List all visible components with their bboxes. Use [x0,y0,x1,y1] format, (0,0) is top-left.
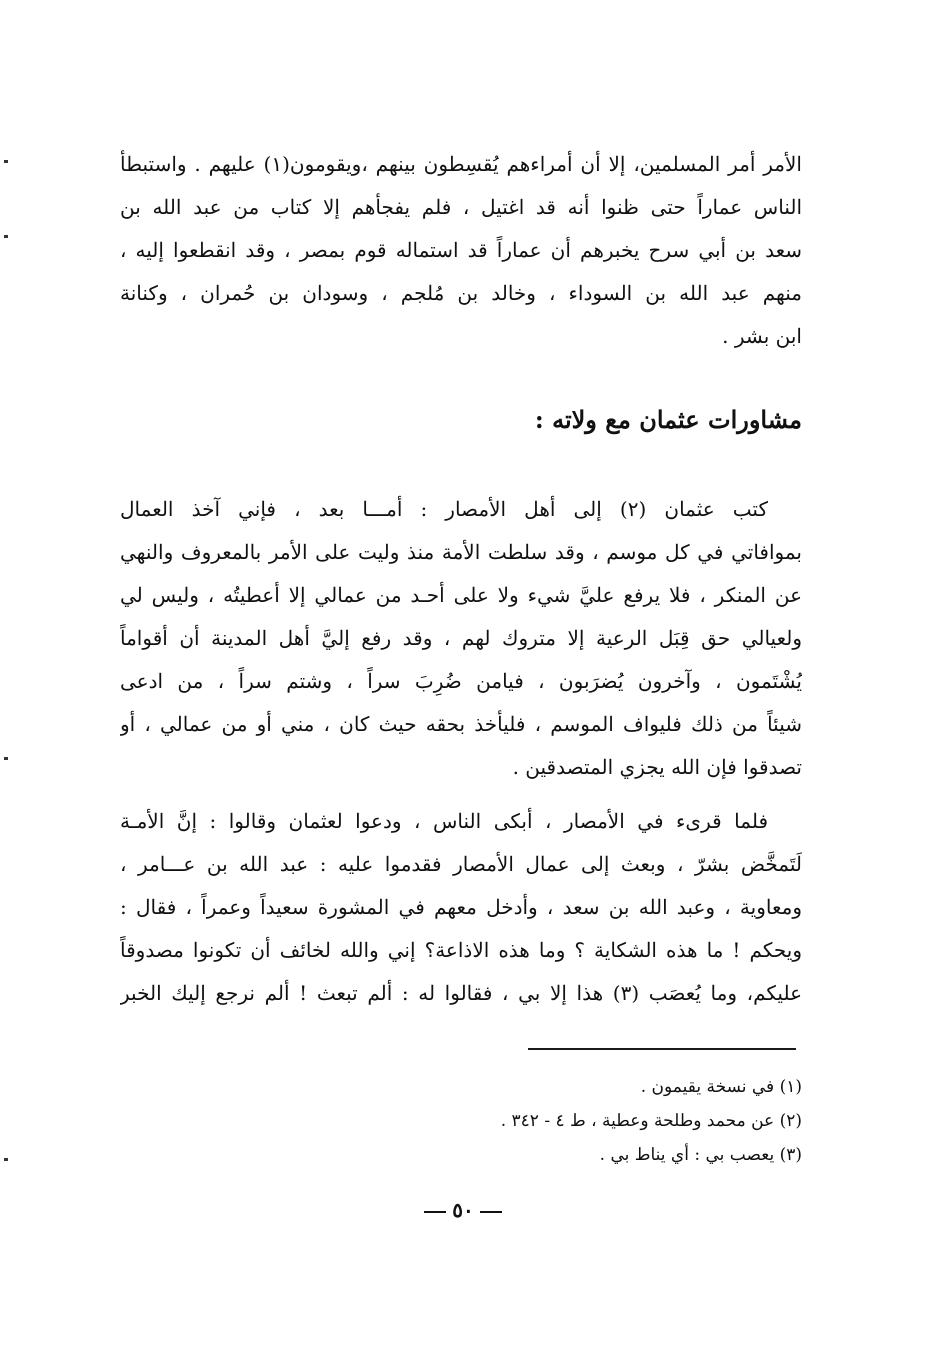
text-line: عليكم، وما يُعصَب (٣) هذا إلا بي ، فقالوا له : ألم تبعث ! ألم نرجع إليك الخبر [120,981,802,1005]
margin-mark [4,1158,8,1161]
text-line: ويحكم ! ما هذه الشكاية ؟ وما هذه الاذاعة؟ إني والله لخائف أن تكونوا مصدوقاً [120,938,802,962]
page-number: ٥٠ [452,1198,474,1222]
margin-mark [4,757,8,760]
footnote: (١) في نسخة يقيمون . [640,1077,802,1097]
text-line: الناس عماراً حتى ظنوا أنه قد اغتيل ، فلم يفجأهم إلا كتاب من عبد الله بن [120,195,802,219]
dash-decoration [480,1211,502,1213]
text-line: لَتَمخَّض بشرّ ، وبعث إلى عمال الأمصار فقدموا عليه : عبد الله بن عـــامر ، [120,852,802,876]
footnotes [501,1070,802,1172]
margin-mark [4,235,8,238]
text-line: شيئاً من ذلك فليواف الموسم ، فليأخذ بحقه حيث كان ، مني أو من عمالي ، أو [120,712,802,736]
text-line: بموافاتي في كل موسم ، وقد سلطت الأمة منذ وليت على الأمر بالمعروف والنهي [120,540,802,564]
text-line: الأمر أمر المسلمين، إلا أن أمراءهم يُقسِطون بينهم ،ويقومون(١) عليهم . واستبطأ [120,152,802,176]
text-line: سعد بن أبي سرح يخبرهم أن عماراً قد استماله قوم بمصر ، وقد انقطعوا إليه ، [120,238,802,262]
footnote-divider [528,1048,796,1050]
paragraph-1 [120,143,802,358]
paragraph-3 [120,800,802,1015]
footnote: (٢) عن محمد وطلحة وعطية ، ط ٤ - ٣٤٢ . [500,1111,802,1131]
footnote: (٣) يعصب بي : أي يناط بي . [599,1145,802,1165]
margin-mark [4,160,8,163]
section-heading: مشاورات عثمان مع ولاته : [534,405,802,434]
text-line: عن المنكر ، فلا يرفع عليَّ شيء ولا على أحـد من عمالي إلا أعطيتُه ، وليس لي [120,583,802,607]
dash-decoration [424,1211,446,1213]
page-number-wrap [0,1198,926,1222]
text-line: ولعيالي حق قِبَل الرعية إلا متروك لهم ، وقد رفع إليَّ أهل المدينة أن أقواماً [120,626,802,650]
text-line: كتب عثمان (٢) إلى أهل الأمصار : أمـــا بعد ، فإني آخذ العمال [120,497,768,521]
text-line: تصدقوا فإن الله يجزي المتصدقين . [512,755,802,779]
text-line: منهم عبد الله بن السوداء ، وخالد بن مُلجم ، وسودان بن حُمران ، وكنانة [120,281,802,305]
text-line: ابن بشر . [722,324,802,348]
text-line: فلما قرىء في الأمصار ، أبكى الناس ، ودعوا لعثمان وقالوا : إنَّ الأمـة [120,809,768,833]
paragraph-2 [120,488,802,789]
text-line: يُشْتَمون ، وآخرون يُضرَبون ، فيامن ضُرِبَ سراً ، وشتم سراً ، من ادعى [120,669,802,693]
text-line: ومعاوية ، وعبد الله بن سعد ، وأدخل معهم في المشورة سعيداً وعمراً ، فقال : [120,895,802,919]
